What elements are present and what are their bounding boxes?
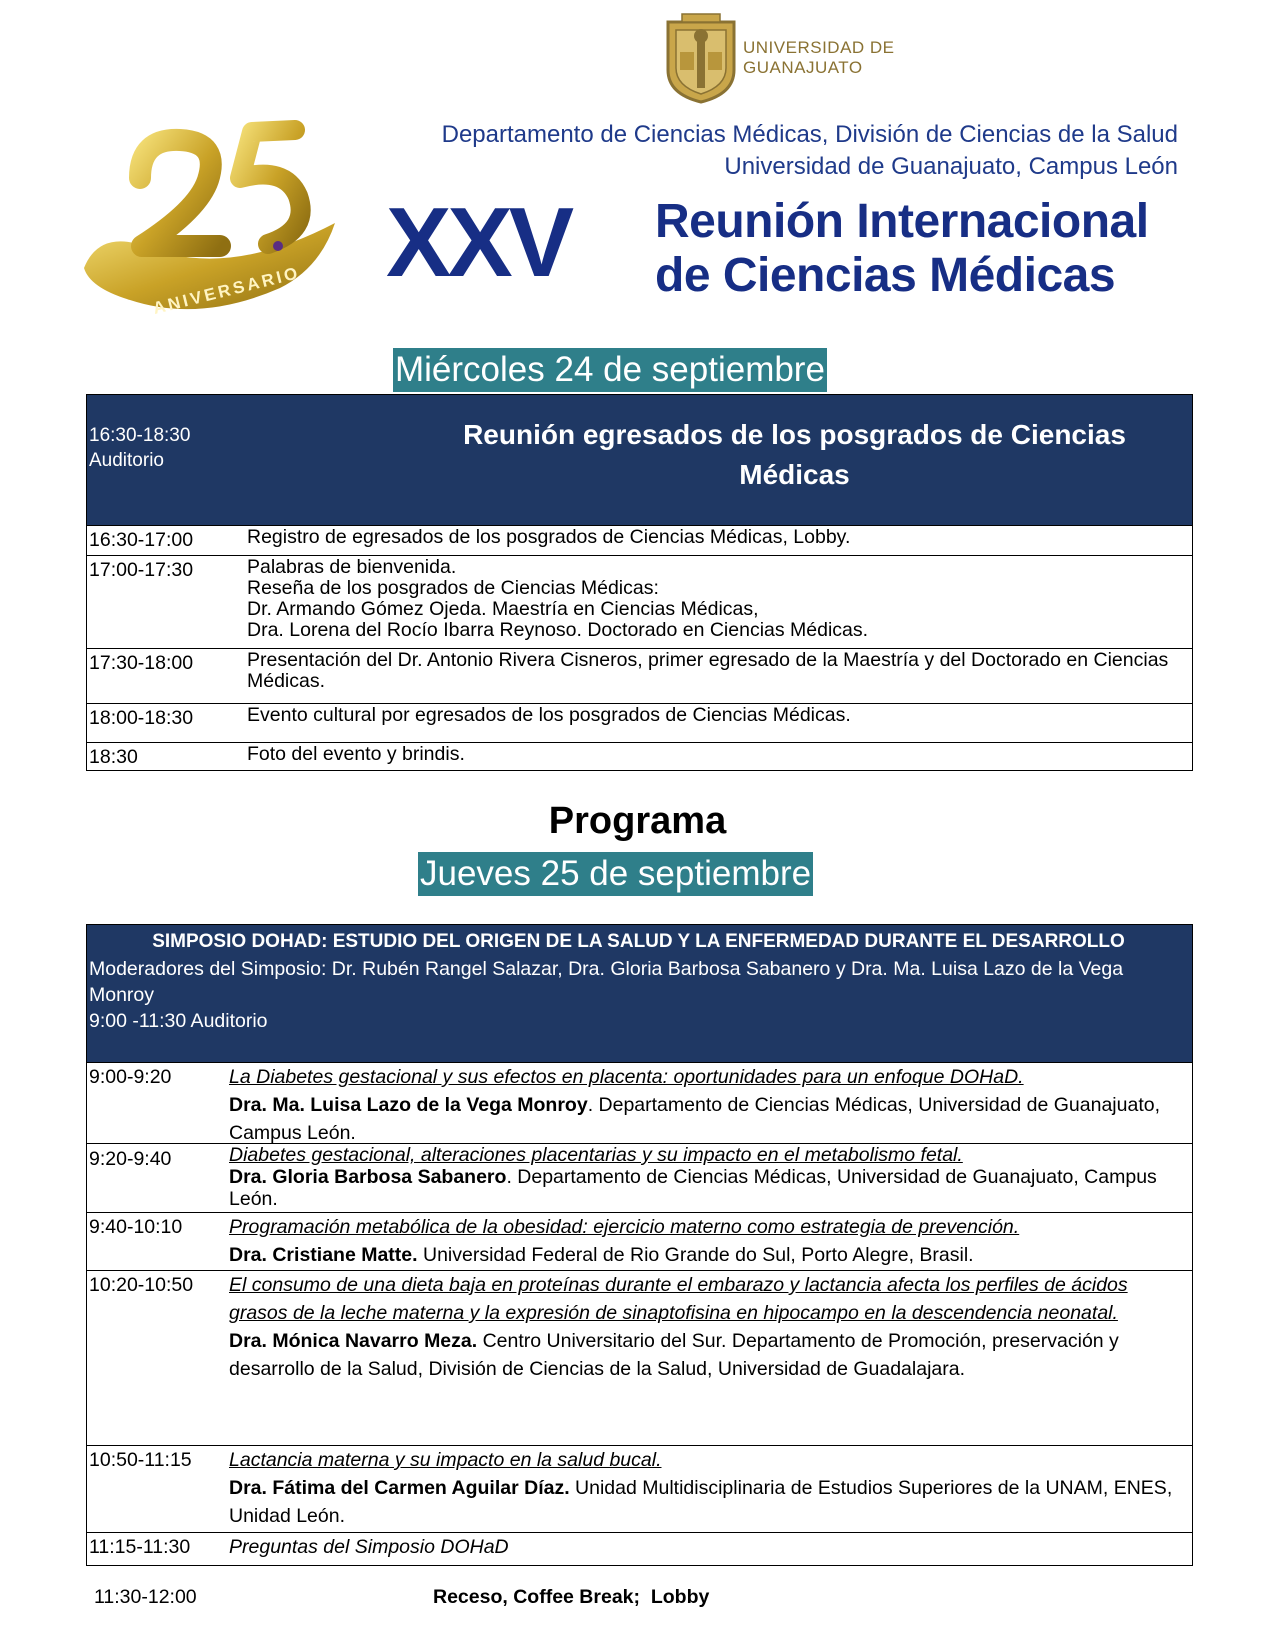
edition-numeral: XXV xyxy=(386,187,571,297)
table-row xyxy=(87,1143,1192,1212)
row-line: Dra. Lorena del Rocío Ibarra Reynoso. Doctorado en Ciencias Médicas. xyxy=(247,619,869,641)
row-time: 9:20-9:40 xyxy=(89,1148,172,1170)
alumni-session-title: Reunión egresados de los posgrados de Ciencias Médicas xyxy=(463,419,1126,490)
break-label: Receso, Coffee Break; Lobby xyxy=(433,1586,710,1608)
talk-affiliation: Centro Universitario del Sur. Departamento de Promoción, preservación y desarrollo de la Salud, División de Ciencias de la Salud, Universidad de Guadalajara. xyxy=(229,1330,1119,1380)
department-line1: Departamento de Ciencias Médicas, División de Ciencias de la Salud xyxy=(441,121,1178,148)
row-time: 17:30-18:00 xyxy=(89,652,194,674)
anniversary-25-logo xyxy=(80,118,365,328)
talk-speaker: Dra. Ma. Luisa Lazo de la Vega Monroy xyxy=(229,1094,588,1116)
day2-label: Jueves 25 de septiembre xyxy=(418,852,813,896)
questions-label: Preguntas del Simposio DOHaD xyxy=(229,1536,509,1558)
alumni-session-meta xyxy=(89,423,190,473)
symposium-moderators: Moderadores del Simposio: Dr. Rubén Rangel Salazar, Dra. Gloria Barbosa Sabanero y Dra. Ma. Luisa Lazo de la Vega Monroy xyxy=(89,958,1124,1006)
table-row xyxy=(87,555,1192,648)
row-line: Foto del evento y brindis. xyxy=(247,743,465,765)
talk-topic: Programación metabólica de la obesidad: ejercicio materno como estrategia de prevención. xyxy=(229,1216,1020,1238)
row-time: 9:40-10:10 xyxy=(89,1216,183,1238)
row-time: 18:00-18:30 xyxy=(89,707,194,729)
row-time: 16:30-17:00 xyxy=(89,529,194,551)
talk-speaker-line xyxy=(229,1241,1186,1269)
row-time: 10:20-10:50 xyxy=(89,1274,194,1296)
alumni-session-place: Auditorio xyxy=(89,450,164,471)
table-row xyxy=(87,525,1192,555)
row-description xyxy=(247,556,1192,648)
break-time: 11:30-12:00 xyxy=(94,1586,197,1608)
talk-topic: El consumo de una dieta baja en proteínas durante el embarazo y lactancia afecta los perfiles de ácidos grasos de la leche materna y la expresión de sinaptofisina en hipocampo en la descendencia neonatal. xyxy=(229,1274,1128,1324)
row-content xyxy=(229,1213,1192,1270)
row-description xyxy=(247,526,1192,555)
symposium-time-place: 9:00 -11:30 Auditorio xyxy=(89,1010,268,1032)
row-description xyxy=(247,649,1192,703)
row-description xyxy=(247,743,1192,770)
talk-affiliation: Unidad Multidisciplinaria de Estudios Superiores de la UNAM, ENES, Unidad León. xyxy=(229,1477,1173,1527)
row-line: Presentación del Dr. Antonio Rivera Cisneros, primer egresado de la Maestría y del Doctorado en Ciencias Médicas. xyxy=(247,649,1169,692)
symposium-table xyxy=(86,924,1193,1566)
talk-affiliation: Universidad Federal de Rio Grande do Sul, Porto Alegre, Brasil. xyxy=(417,1244,974,1266)
row-line: Palabras de bienvenida. xyxy=(247,556,457,578)
talk-speaker: Dra. Mónica Navarro Meza. xyxy=(229,1330,478,1352)
anniversary-word: ANIVERSARIO xyxy=(151,263,303,319)
university-name-line1: UNIVERSIDAD DE xyxy=(743,38,895,57)
row-content xyxy=(229,1063,1192,1143)
row-content xyxy=(229,1446,1192,1532)
talk-speaker-line xyxy=(229,1474,1186,1530)
talk-speaker-line xyxy=(229,1166,1186,1210)
table-row xyxy=(87,1212,1192,1270)
row-time: 10:50-11:15 xyxy=(89,1449,192,1471)
talk-affiliation: . Departamento de Ciencias Médicas, Universidad de Guanajuato, Campus León. xyxy=(229,1166,1157,1210)
row-line: Evento cultural por egresados de los posgrados de Ciencias Médicas. xyxy=(247,704,851,726)
row-content xyxy=(229,1144,1192,1212)
talk-topic: Lactancia materna y su impacto en la salud bucal. xyxy=(229,1449,662,1471)
row-line: Dr. Armando Gómez Ojeda. Maestría en Ciencias Médicas, xyxy=(247,598,759,620)
row-time: 17:00-17:30 xyxy=(89,559,194,581)
talk-affiliation: . Departamento de Ciencias Médicas, Universidad de Guanajuato, Campus León. xyxy=(229,1094,1161,1144)
table-row xyxy=(87,1445,1192,1532)
talk-speaker: Dra. Gloria Barbosa Sabanero xyxy=(229,1166,507,1188)
symposium-header xyxy=(87,925,1192,1062)
table-row xyxy=(87,648,1192,703)
row-description xyxy=(247,704,1192,742)
meeting-title-line2: de Ciencias Médicas xyxy=(655,249,1116,302)
row-time: 18:30 xyxy=(89,746,138,768)
table-row xyxy=(87,742,1192,770)
alumni-session-time: 16:30-18:30 xyxy=(89,425,191,446)
alumni-meeting-table xyxy=(86,394,1193,771)
alumni-session-header xyxy=(87,395,1192,525)
row-line: Reseña de los posgrados de Ciencias Médicas: xyxy=(247,577,659,599)
table-row xyxy=(87,1062,1192,1143)
university-name xyxy=(743,38,895,78)
talk-speaker: Dra. Cristiane Matte. xyxy=(229,1244,418,1266)
talk-speaker-line xyxy=(229,1327,1186,1383)
table-row xyxy=(87,1532,1192,1565)
talk-topic: La Diabetes gestacional y sus efectos en placenta: oportunidades para un enfoque DOHaD. xyxy=(229,1066,1024,1088)
meeting-title-line1: Reunión Internacional xyxy=(655,195,1149,248)
table-row xyxy=(87,703,1192,742)
talk-speaker-line xyxy=(229,1091,1186,1147)
row-content xyxy=(229,1271,1192,1445)
row-time: 9:00-9:20 xyxy=(89,1066,172,1088)
row-time: 11:15-11:30 xyxy=(89,1536,191,1558)
row-line: Registro de egresados de los posgrados de Ciencias Médicas, Lobby. xyxy=(247,526,851,548)
department-line2: Universidad de Guanajuato, Campus León xyxy=(724,153,1178,180)
table-row xyxy=(87,1270,1192,1445)
program-heading: Programa xyxy=(548,800,727,842)
university-name-line2: GUANAJUATO xyxy=(743,58,863,77)
talk-topic: Diabetes gestacional, alteraciones placentarias y su impacto en el metabolismo fetal. xyxy=(229,1144,963,1166)
day1-label: Miércoles 24 de septiembre xyxy=(393,348,827,392)
symposium-title: SIMPOSIO DOHAD: ESTUDIO DEL ORIGEN DE LA SALUD Y LA ENFERMEDAD DURANTE EL DESARROLLO xyxy=(152,931,1125,952)
university-seal-logo xyxy=(662,12,740,104)
talk-speaker: Dra. Fátima del Carmen Aguilar Díaz. xyxy=(229,1477,570,1499)
row-content xyxy=(229,1533,1192,1565)
